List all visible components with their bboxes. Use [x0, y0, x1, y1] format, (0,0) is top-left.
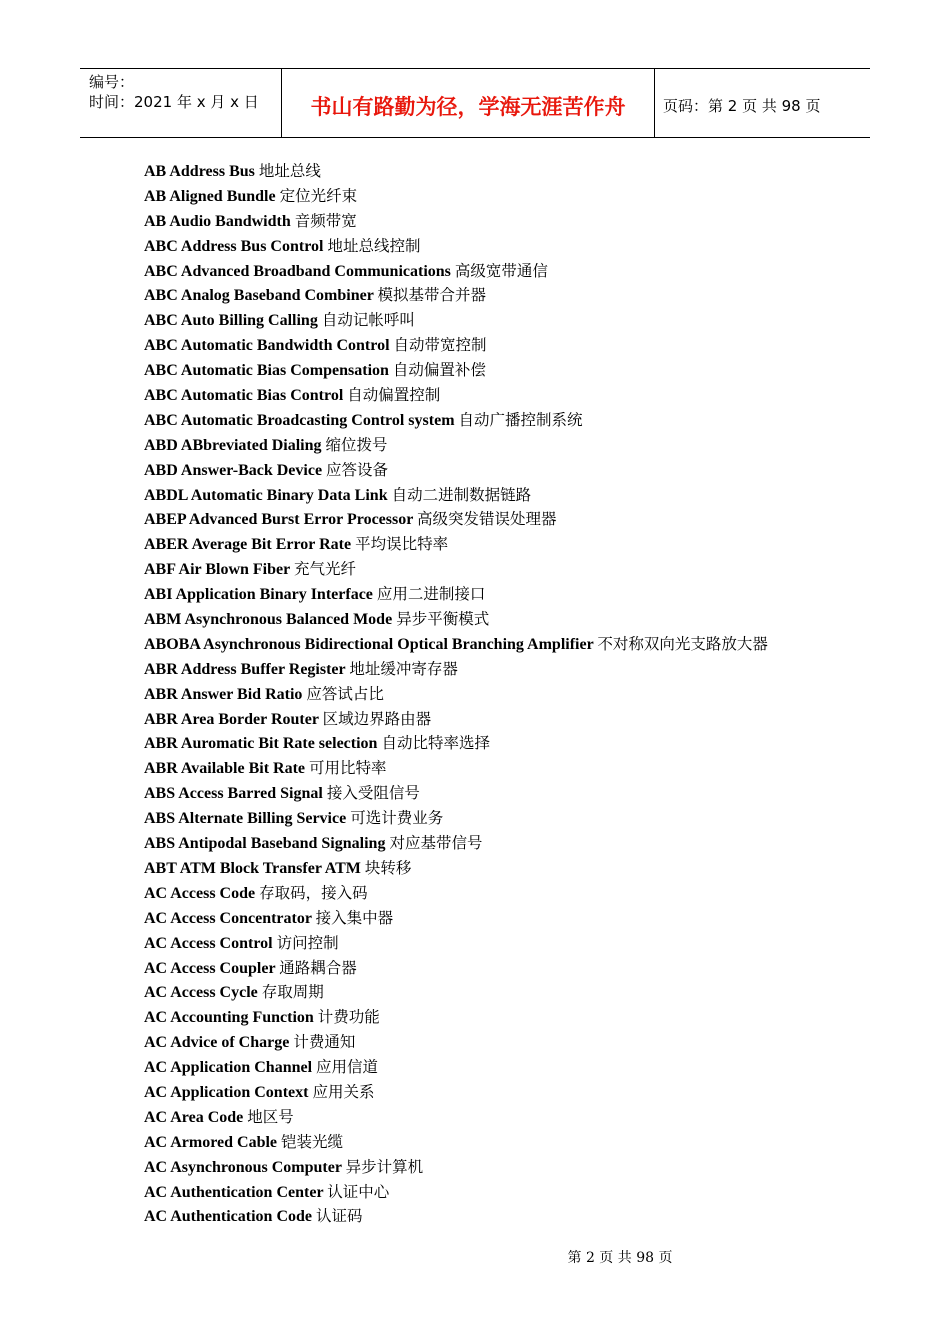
- entry-translation: 定位光纤束: [279, 186, 358, 205]
- glossary-entry: [144, 458, 864, 483]
- entry-translation: 地址缓冲寄存器: [349, 659, 458, 678]
- glossary-entry: [144, 956, 864, 981]
- glossary-entry: [144, 259, 864, 284]
- entry-translation: 模拟基带合并器: [377, 286, 487, 305]
- entry-translation: 认证码: [316, 1207, 363, 1226]
- entry-translation: 地址总线控制: [327, 236, 421, 255]
- glossary-entry: [144, 209, 864, 234]
- entry-term: AC Area Code: [144, 1108, 248, 1126]
- header-right-cell: [654, 69, 870, 137]
- entry-translation: 自动带宽控制: [393, 336, 487, 355]
- entry-term: ABR Available Bit Rate: [144, 760, 310, 778]
- entry-term: ABC Automatic Bandwidth Control: [144, 337, 394, 355]
- entry-term: ABC Automatic Bias Compensation: [144, 362, 393, 380]
- entry-translation: 接入集中器: [315, 908, 394, 927]
- entry-translation: 自动偏置控制: [347, 386, 441, 405]
- entry-translation: 异步平衡模式: [396, 610, 490, 629]
- entry-term: ABD ABbreviated Dialing: [144, 436, 326, 454]
- entry-term: ABI Application Binary Interface: [144, 586, 377, 604]
- glossary-entry: [144, 881, 864, 906]
- entry-term: ABC Advanced Broadband Communications: [144, 262, 455, 280]
- glossary-entry: [144, 1030, 864, 1055]
- glossary-entry: [144, 707, 864, 732]
- entry-term: ABC Automatic Broadcasting Control system: [144, 411, 459, 429]
- glossary-entry: [144, 308, 864, 333]
- glossary-list: [144, 159, 864, 1229]
- entry-term: AC Application Context: [144, 1083, 313, 1101]
- glossary-entry: [144, 532, 864, 557]
- entry-translation: 计费通知: [293, 1033, 356, 1052]
- header-page-label: 页码：第 2 页 共 98 页: [663, 97, 821, 115]
- entry-term: ABER Average Bit Error Rate: [144, 536, 356, 554]
- entry-translation: 自动记帐呼叫: [321, 311, 415, 330]
- glossary-entry: [144, 1130, 864, 1155]
- entry-translation: 平均误比特率: [355, 535, 449, 554]
- glossary-entry: [144, 806, 864, 831]
- entry-term: AC Access Cycle: [144, 984, 262, 1002]
- entry-term: ABS Antipodal Baseband Signaling: [144, 835, 390, 853]
- entry-translation: 应答设备: [326, 460, 389, 479]
- glossary-entry: [144, 657, 864, 682]
- entry-term: ABF Air Blown Fiber: [144, 561, 294, 579]
- header-motto: 书山有路勤为径，学海无涯苦作舟: [310, 95, 626, 119]
- glossary-entry: [144, 980, 864, 1005]
- entry-term: AC Authentication Code: [144, 1208, 317, 1226]
- glossary-entry: [144, 731, 864, 756]
- entry-term: ABOBA Asynchronous Bidirectional Optical Branching Amplifier: [144, 635, 598, 653]
- entry-term: ABR Area Border Router: [144, 710, 323, 728]
- glossary-entry: [144, 358, 864, 383]
- glossary-entry: [144, 184, 864, 209]
- glossary-entry: [144, 1005, 864, 1030]
- entry-term: AB Address Bus: [144, 163, 259, 180]
- entry-term: AC Authentication Center: [144, 1183, 328, 1201]
- entry-translation: 高级突发错误处理器: [417, 510, 557, 529]
- entry-term: ABEP Advanced Burst Error Processor: [144, 511, 418, 529]
- glossary-entry: [144, 632, 864, 657]
- entry-term: ABD Answer-Back Device: [144, 461, 327, 479]
- page-footer: 第 2 页 共 98 页: [567, 1250, 673, 1266]
- page-header: [80, 68, 870, 138]
- glossary-entry: [144, 1204, 864, 1229]
- glossary-entry: [144, 1180, 864, 1205]
- document-date-label: 时间：2021 年 x 月 x 日: [89, 93, 259, 111]
- glossary-entry: [144, 283, 864, 308]
- glossary-entry: [144, 383, 864, 408]
- entry-translation: 应用关系: [312, 1082, 375, 1101]
- glossary-entry: [144, 607, 864, 632]
- entry-translation: 应用信道: [316, 1058, 379, 1077]
- entry-term: AC Advice of Charge: [144, 1034, 294, 1052]
- entry-term: AC Application Channel: [144, 1059, 317, 1077]
- entry-translation: 高级宽带通信: [454, 261, 548, 280]
- glossary-entry: [144, 931, 864, 956]
- entry-term: ABM Asynchronous Balanced Mode: [144, 611, 397, 629]
- entry-translation: 存取周期: [261, 983, 324, 1002]
- entry-translation: 应答试占比: [306, 684, 384, 703]
- glossary-entry: [144, 159, 864, 184]
- glossary-entry: [144, 856, 864, 881]
- entry-translation: 块转移: [364, 858, 412, 877]
- entry-translation: 自动二进制数据链路: [391, 485, 532, 504]
- entry-translation: 异步计算机: [345, 1157, 424, 1176]
- entry-translation: 通路耦合器: [279, 958, 357, 977]
- entry-term: AB Audio Bandwidth: [144, 212, 295, 230]
- glossary-entry: [144, 234, 864, 259]
- entry-translation: 地址总线: [258, 162, 321, 180]
- entry-translation: 缩位拨号: [325, 435, 388, 454]
- entry-translation: 铠装光缆: [281, 1132, 344, 1151]
- glossary-entry: [144, 333, 864, 358]
- entry-term: ABS Access Barred Signal: [144, 785, 327, 803]
- entry-term: AC Access Concentrator: [144, 909, 316, 927]
- entry-translation: 计费功能: [317, 1008, 380, 1027]
- entry-translation: 存取码，接入码: [259, 883, 368, 902]
- entry-term: ABC Address Bus Control: [144, 237, 328, 255]
- entry-translation: 可用比特率: [309, 759, 387, 778]
- glossary-entry: [144, 756, 864, 781]
- entry-term: ABR Answer Bid Ratio: [144, 685, 307, 703]
- entry-term: ABT ATM Block Transfer ATM: [144, 859, 365, 877]
- glossary-entry: [144, 483, 864, 508]
- entry-term: AC Access Coupler: [144, 959, 280, 977]
- entry-translation: 可选计费业务: [350, 809, 444, 828]
- entry-term: ABS Alternate Billing Service: [144, 810, 351, 828]
- entry-term: AC Access Code: [144, 884, 260, 902]
- glossary-entry: [144, 781, 864, 806]
- glossary-entry: [144, 906, 864, 931]
- entry-translation: 对应基带信号: [389, 834, 483, 853]
- glossary-entry: [144, 831, 864, 856]
- entry-term: ABR Auromatic Bit Rate selection: [144, 735, 382, 753]
- entry-term: AC Asynchronous Computer: [144, 1158, 346, 1176]
- glossary-entry: [144, 408, 864, 433]
- entry-term: ABR Address Buffer Register: [144, 660, 350, 678]
- entry-translation: 访问控制: [276, 933, 339, 952]
- entry-translation: 认证中心: [327, 1182, 390, 1201]
- entry-translation: 区域边界路由器: [322, 709, 432, 728]
- glossary-entry: [144, 433, 864, 458]
- glossary-entry: [144, 682, 864, 707]
- entry-translation: 不对称双向光支路放大器: [597, 634, 768, 653]
- glossary-entry: [144, 1155, 864, 1180]
- entry-translation: 自动比特率选择: [381, 734, 490, 753]
- entry-translation: 音频带宽: [294, 211, 357, 230]
- entry-term: ABC Analog Baseband Combiner: [144, 287, 378, 305]
- entry-translation: 接入受阻信号: [326, 784, 420, 803]
- entry-translation: 自动广播控制系统: [458, 410, 583, 429]
- glossary-entry: [144, 1080, 864, 1105]
- entry-term: AC Access Control: [144, 934, 277, 952]
- glossary-entry: [144, 507, 864, 532]
- entry-translation: 应用二进制接口: [376, 585, 486, 604]
- entry-translation: 地区号: [247, 1107, 294, 1126]
- glossary-entry: [144, 557, 864, 582]
- entry-term: AC Armored Cable: [144, 1133, 282, 1151]
- header-middle-cell: [281, 69, 655, 137]
- entry-translation: 自动偏置补偿: [392, 361, 486, 380]
- entry-term: AC Accounting Function: [144, 1009, 318, 1027]
- entry-term: AB Aligned Bundle: [144, 187, 280, 205]
- document-number-label: 编号：: [89, 73, 135, 91]
- entry-term: ABC Automatic Bias Control: [144, 387, 348, 405]
- glossary-entry: [144, 1105, 864, 1130]
- glossary-entry: [144, 1055, 864, 1080]
- header-left-cell: [80, 69, 281, 137]
- glossary-entry: [144, 582, 864, 607]
- entry-translation: 充气光纤: [293, 560, 356, 579]
- entry-term: ABDL Automatic Binary Data Link: [144, 486, 392, 504]
- entry-term: ABC Auto Billing Calling: [144, 312, 322, 330]
